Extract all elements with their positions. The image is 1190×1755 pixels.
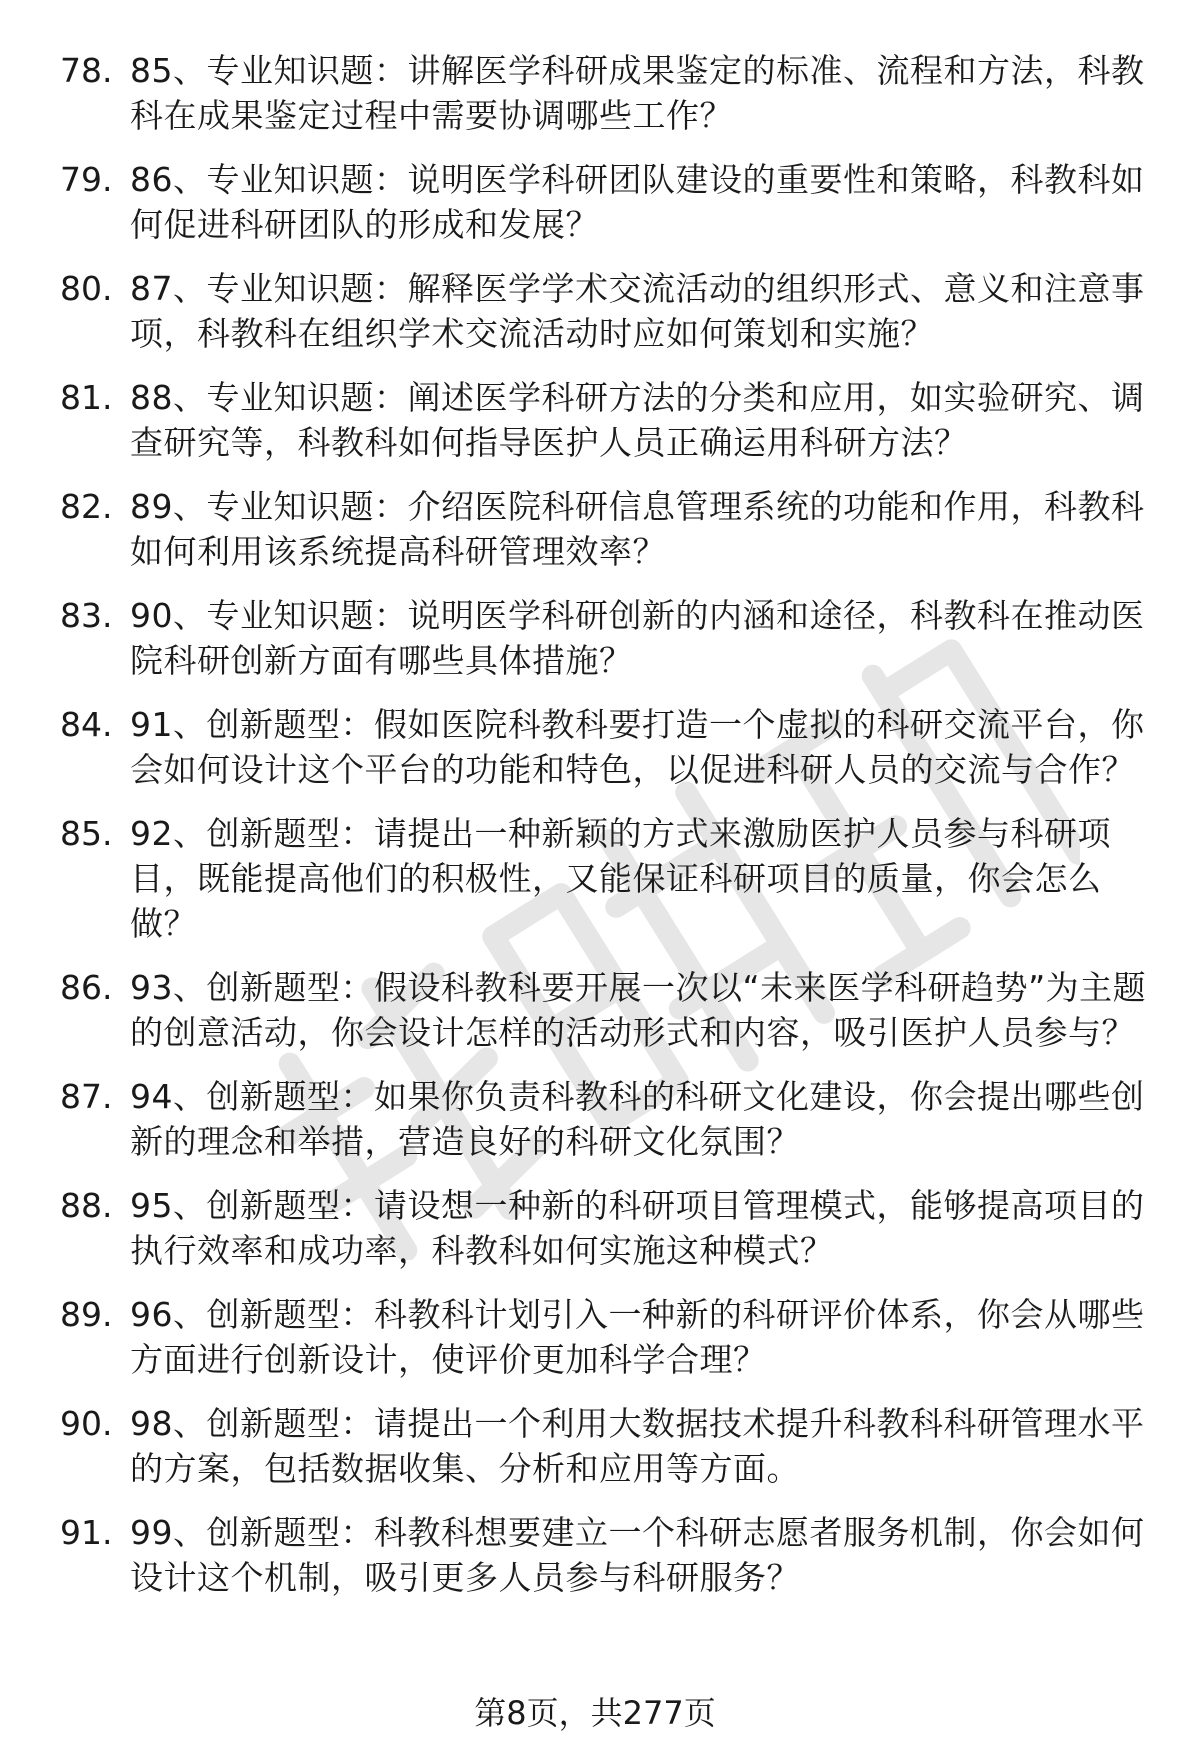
item-text: 93、创新题型：假设科教科要开展一次以“未来医学科研趋势”为主题的创意活动，你会设计怎样的活动形式和内容，吸引医护人员参与？ — [130, 968, 1147, 1052]
item-text: 88、专业知识题：阐述医学科研方法的分类和应用，如实验研究、调查研究等，科教科如何指导医护人员正确运用科研方法？ — [130, 378, 1145, 462]
page-number-footer: 第8页，共277页 — [474, 1694, 716, 1732]
item-number: 79. — [60, 160, 113, 199]
list-item — [60, 1183, 1150, 1273]
item-number: 80. — [60, 269, 113, 308]
list-item — [60, 157, 1150, 247]
item-number: 82. — [60, 487, 113, 526]
item-number: 83. — [60, 596, 113, 635]
list-item — [60, 484, 1150, 574]
question-list — [60, 48, 1150, 1619]
item-text: 91、创新题型：假如医院科教科要打造一个虚拟的科研交流平台，你会如何设计这个平台的功能和特色，以促进科研人员的交流与合作？ — [130, 705, 1145, 789]
item-text: 85、专业知识题：讲解医学科研成果鉴定的标准、流程和方法，科教科在成果鉴定过程中需要协调哪些工作？ — [130, 51, 1145, 135]
list-item — [60, 965, 1150, 1055]
item-text: 99、创新题型：科教科想要建立一个科研志愿者服务机制，你会如何设计这个机制，吸引更多人员参与科研服务？ — [130, 1513, 1145, 1597]
list-item — [60, 1074, 1150, 1164]
item-text: 90、专业知识题：说明医学科研创新的内涵和途径，科教科在推动医院科研创新方面有哪些具体措施？ — [130, 596, 1145, 680]
item-text: 95、创新题型：请设想一种新的科研项目管理模式，能够提高项目的执行效率和成功率，科教科如何实施这种模式？ — [130, 1186, 1145, 1270]
item-number: 88. — [60, 1186, 113, 1225]
item-number: 89. — [60, 1295, 113, 1334]
item-text: 94、创新题型：如果你负责科教科的科研文化建设，你会提出哪些创新的理念和举措，营造良好的科研文化氛围？ — [130, 1077, 1145, 1161]
item-number: 78. — [60, 51, 113, 90]
item-text: 89、专业知识题：介绍医院科研信息管理系统的功能和作用，科教科如何利用该系统提高科研管理效率？ — [130, 487, 1145, 571]
list-item — [60, 266, 1150, 356]
item-number: 91. — [60, 1513, 113, 1552]
item-text: 96、创新题型：科教科计划引入一种新的科研评价体系，你会从哪些方面进行创新设计，使评价更加科学合理？ — [130, 1295, 1145, 1379]
item-number: 85. — [60, 814, 113, 853]
item-number: 87. — [60, 1077, 113, 1116]
list-item — [60, 1510, 1150, 1600]
list-item — [60, 1292, 1150, 1382]
item-number: 81. — [60, 378, 113, 417]
item-number: 90. — [60, 1404, 113, 1443]
list-item — [60, 811, 1150, 946]
list-item — [60, 702, 1150, 792]
list-item — [60, 375, 1150, 465]
list-item — [60, 593, 1150, 683]
item-number: 84. — [60, 705, 113, 744]
item-text: 98、创新题型：请提出一个利用大数据技术提升科教科科研管理水平的方案，包括数据收集、分析和应用等方面。 — [130, 1404, 1145, 1488]
item-text: 87、专业知识题：解释医学学术交流活动的组织形式、意义和注意事项，科教科在组织学术交流活动时应如何策划和实施？ — [130, 269, 1145, 353]
list-item — [60, 48, 1150, 138]
list-item — [60, 1401, 1150, 1491]
item-number: 86. — [60, 968, 113, 1007]
item-text: 92、创新题型：请提出一种新颖的方式来激励医护人员参与科研项目，既能提高他们的积极性，又能保证科研项目的质量，你会怎么做？ — [130, 814, 1111, 943]
item-text: 86、专业知识题：说明医学科研团队建设的重要性和策略，科教科如何促进科研团队的形成和发展？ — [130, 160, 1145, 244]
